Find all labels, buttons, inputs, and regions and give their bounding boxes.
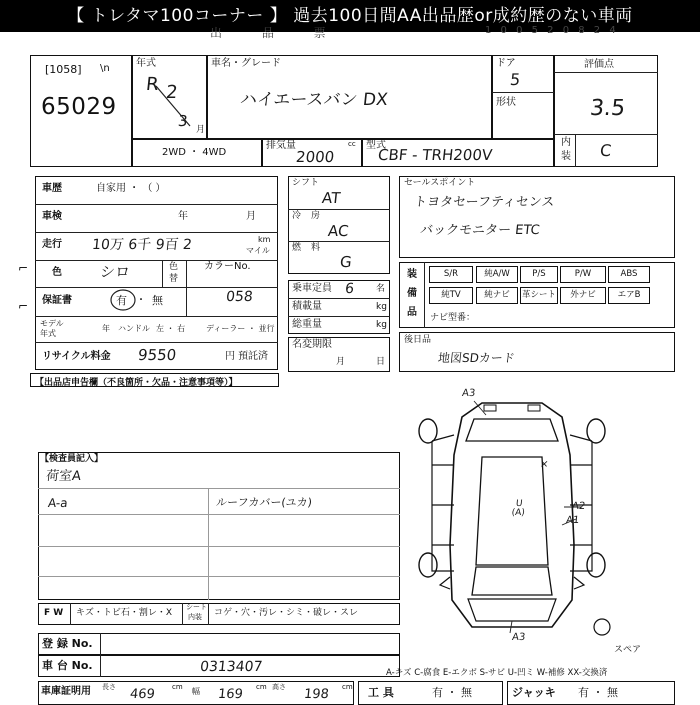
extras-label: 後日品 (404, 335, 432, 345)
inspector-line-2b: ルーフカバー(ユカ) (215, 496, 313, 509)
row-line (35, 204, 278, 205)
recycle-label: リサイクル料金 (42, 351, 111, 362)
fw-items: キズ・トビ石・割レ・X (76, 608, 172, 618)
doors-divider (492, 92, 554, 93)
type-value: CBF - TRH200V (377, 146, 494, 164)
fw-divider (208, 603, 209, 625)
damage-legend: A-キズ C-腐食 E-エクボ S-サビ U-凹ミ W-補修 XX-交換済 (386, 668, 608, 678)
fw-divider (70, 603, 71, 625)
year-value: 2 (164, 82, 179, 103)
name-change-month: 月 (336, 357, 346, 367)
model-year-label-1: モデル (40, 319, 64, 328)
warranty-circle (108, 287, 138, 313)
mirror-right (574, 577, 584, 589)
ac-label: 冷房 (292, 211, 331, 221)
spare-tire (594, 619, 610, 635)
color-change-label-2: 替 (169, 274, 179, 284)
capacity-label: 乗車定員 (292, 283, 332, 294)
dims-label: 車庫証明用 (41, 686, 91, 697)
interior-label-1: 内 (561, 137, 571, 148)
seller-report-box (30, 373, 279, 387)
tools-value: 有 ・ 無 (432, 686, 472, 699)
capacity-unit: 名 (376, 284, 386, 294)
recycle-deposit: 預託済 (238, 351, 268, 362)
wheel-rear-right (587, 419, 605, 443)
name-change-day: 日 (376, 357, 386, 367)
top-number: 1 0 0 5 2 0 8 2 4 (485, 25, 619, 36)
fw-divider (182, 603, 183, 625)
margin-mark: ⌐ (17, 261, 29, 275)
weight-label: 総重量 (292, 319, 322, 330)
fw-seat-label-2: 内装 (188, 613, 202, 621)
dims-length-label: 長さ (102, 683, 116, 691)
model-year-label-2: 年式 (40, 329, 56, 338)
equipment-option: 純TV (429, 287, 473, 304)
inspector-box (38, 452, 400, 600)
fw-seat-items: コゲ・穴・汚レ・シミ・破レ・スレ (214, 608, 359, 618)
dims-height-label: 高さ (272, 683, 286, 691)
wheel-front-right (587, 553, 605, 577)
doors-label: ドア (496, 58, 516, 69)
dims-width-label: 幅 (192, 687, 200, 696)
equipment-label-2: 備 (407, 288, 417, 299)
diagram-mark-a2: A2 (571, 501, 586, 512)
tools-label: 工 具 (368, 686, 394, 699)
equipment-option: エアB (608, 287, 650, 304)
capacity-value: 6 (344, 281, 355, 297)
car-diagram (412, 395, 612, 645)
equipment-option: 純A/W (476, 266, 518, 283)
diagram-mark-a1: A1 (565, 515, 580, 526)
fuel-value: G (339, 253, 353, 271)
color-vdivider (162, 260, 163, 287)
row-line (288, 298, 390, 299)
inspector-vline (208, 488, 209, 600)
equipment-option: 革シート (520, 287, 558, 304)
diagram-mark-x: × (539, 459, 550, 470)
row-line (35, 287, 278, 288)
model-year-year: 年 (102, 324, 110, 333)
inspector-label: 【検査員記入】 (40, 454, 104, 464)
form-title: 出 品 票 (210, 26, 344, 40)
mileage-value: 10万 6千 9百 2 (91, 237, 193, 253)
lot-code-suffix: \n (100, 63, 110, 74)
mileage-unit-km: km (258, 235, 271, 244)
rating-value: 3.5 (588, 96, 627, 121)
lot-code: [1058] (45, 63, 82, 76)
equipment-option: S/R (429, 266, 473, 283)
doors-value: 5 (509, 70, 522, 89)
warranty-label: 保証書 (42, 295, 72, 306)
warranty-dot: ・ (136, 295, 146, 306)
margin-mark: ⌐ (17, 299, 29, 313)
dims-unit-1: cm (172, 683, 183, 691)
registration-label: 登 録 No. (42, 637, 93, 650)
dims-length-value: 469 (129, 687, 156, 702)
diagram-mark-a3-bottom: A3 (511, 632, 526, 643)
row-line (35, 316, 278, 317)
model-value: ハイエースバン DX (239, 90, 389, 110)
displacement-label: 排気量 (266, 140, 296, 151)
inspection-year: 年 (178, 211, 188, 222)
inspector-line (38, 514, 400, 515)
chassis-label: 車 台 No. (42, 659, 93, 672)
sales-point-cell (399, 176, 675, 258)
inspector-line (38, 576, 400, 577)
mileage-unit-mile: マイル (246, 246, 270, 255)
row-line (35, 232, 278, 233)
inspector-line-1: 荷室A (45, 469, 82, 484)
spare-label: スペア (614, 645, 642, 655)
interior-value: C (599, 141, 613, 160)
type-label: 型式 (366, 140, 386, 151)
interior-label-2: 装 (561, 151, 571, 162)
mirror-left (440, 577, 450, 589)
inspector-line (38, 488, 400, 489)
load-unit: kg (376, 302, 387, 312)
mileage-label: 走行 (42, 239, 62, 250)
year-label: 年式 (136, 58, 156, 69)
equipment-option: 純ナビ (476, 287, 518, 304)
history-value: 自家用 ・ （ ） (96, 183, 166, 194)
rear-lamp (528, 405, 540, 411)
load-label: 積載量 (292, 301, 322, 312)
weight-unit: kg (376, 320, 387, 330)
shape-label: 形状 (496, 97, 516, 108)
year-month-label: 月 (196, 125, 206, 135)
shift-label: シフト (292, 178, 320, 188)
diagram-mark-ua: U (A) (511, 499, 526, 518)
jack-label: ジャッキ (512, 686, 556, 699)
dims-unit-3: cm (342, 683, 353, 691)
rating-label: 評価点 (584, 59, 614, 70)
extras-value: 地図SDカード (437, 351, 516, 365)
wheel-front-left (419, 553, 437, 577)
lot-number: 65029 (41, 94, 117, 120)
warranty-yes: 有 (116, 294, 127, 307)
name-change-label: 名変期限 (292, 339, 332, 350)
header-banner: 【 トレタマ100コーナー 】 過去100日間AA出品歴or成約歴のない車両 (0, 0, 700, 32)
displacement-value: 2000 (295, 148, 336, 166)
equipment-vdivider (424, 262, 425, 328)
row-line (288, 316, 390, 317)
equipment-navi: ナビ型番： (430, 313, 476, 323)
interior-divider (554, 134, 658, 135)
sales-point-line-2: バックモニター ETC (419, 223, 541, 238)
warranty-no: 無 (152, 294, 163, 307)
equipment-option: ABS (608, 266, 650, 283)
diagram-mark-a3-top: A3 (461, 388, 476, 399)
color-label: 色 (52, 267, 62, 278)
car-front-window (472, 567, 552, 595)
equipment-label-1: 装 (407, 269, 417, 280)
chassis-divider (100, 655, 101, 677)
inspection-label: 車検 (42, 211, 62, 222)
displacement-unit: cc (348, 140, 356, 148)
dims-width-value: 169 (217, 687, 244, 702)
shift-value: AT (321, 189, 342, 207)
model-year-lr: 左 ・ 右 (156, 324, 186, 333)
dims-height-value: 198 (303, 687, 330, 702)
wheel-rear-left (419, 419, 437, 443)
inspector-line-2a: A-a (47, 496, 69, 510)
rear-lamp (484, 405, 496, 411)
recycle-unit: 円 (225, 351, 235, 362)
vehicle-info-table (35, 176, 278, 370)
chassis-value: 0313407 (199, 659, 264, 675)
colorno-vdivider (186, 260, 187, 316)
equipment-label-3: 品 (407, 307, 417, 318)
equipment-option: P/S (520, 266, 558, 283)
sales-point-line-1: トヨタセーフティセンス (413, 195, 556, 210)
history-label: 車歴 (42, 183, 62, 194)
inspection-month: 月 (246, 211, 256, 222)
model-year-dealer: ディーラー ・ 並行 (206, 324, 275, 333)
color-no-value: 058 (225, 289, 254, 305)
year-slash (150, 80, 200, 132)
model-label: 車名・グレード (211, 58, 281, 69)
inspector-line (38, 546, 400, 547)
model-year-handle: ハンドル (118, 324, 150, 333)
dims-unit-2: cm (256, 683, 267, 691)
row-line (288, 209, 390, 210)
row-line (35, 342, 278, 343)
fw-label: F W (44, 608, 64, 618)
recycle-value: 9550 (137, 346, 178, 364)
jack-value: 有 ・ 無 (578, 686, 618, 699)
fw-seat-label-1: シート (186, 603, 207, 611)
year-month: 3 (177, 112, 189, 130)
color-change-label-1: 色 (169, 262, 179, 272)
color-value: シロ (99, 263, 132, 281)
car-rear-window (466, 419, 558, 441)
fuel-label: 燃料 (292, 243, 331, 253)
seller-report-label: 【出品店申告欄（不良箇所・欠品・注意事項等）】 (35, 378, 238, 388)
reg-divider (100, 633, 101, 655)
equipment-option: 外ナビ (560, 287, 606, 304)
interior-vdivider (575, 134, 576, 167)
car-hood (468, 599, 556, 621)
cut-header (0, 25, 700, 42)
rating-divider (554, 72, 658, 73)
drive-label: 2WD ・ 4WD (162, 147, 227, 158)
sales-point-label: セールスポイント (404, 178, 476, 188)
color-no-label: カラーNo. (204, 261, 251, 272)
equipment-option: P/W (560, 266, 606, 283)
year-era: R (144, 74, 160, 95)
ac-value: AC (327, 222, 350, 240)
row-line (288, 241, 390, 242)
